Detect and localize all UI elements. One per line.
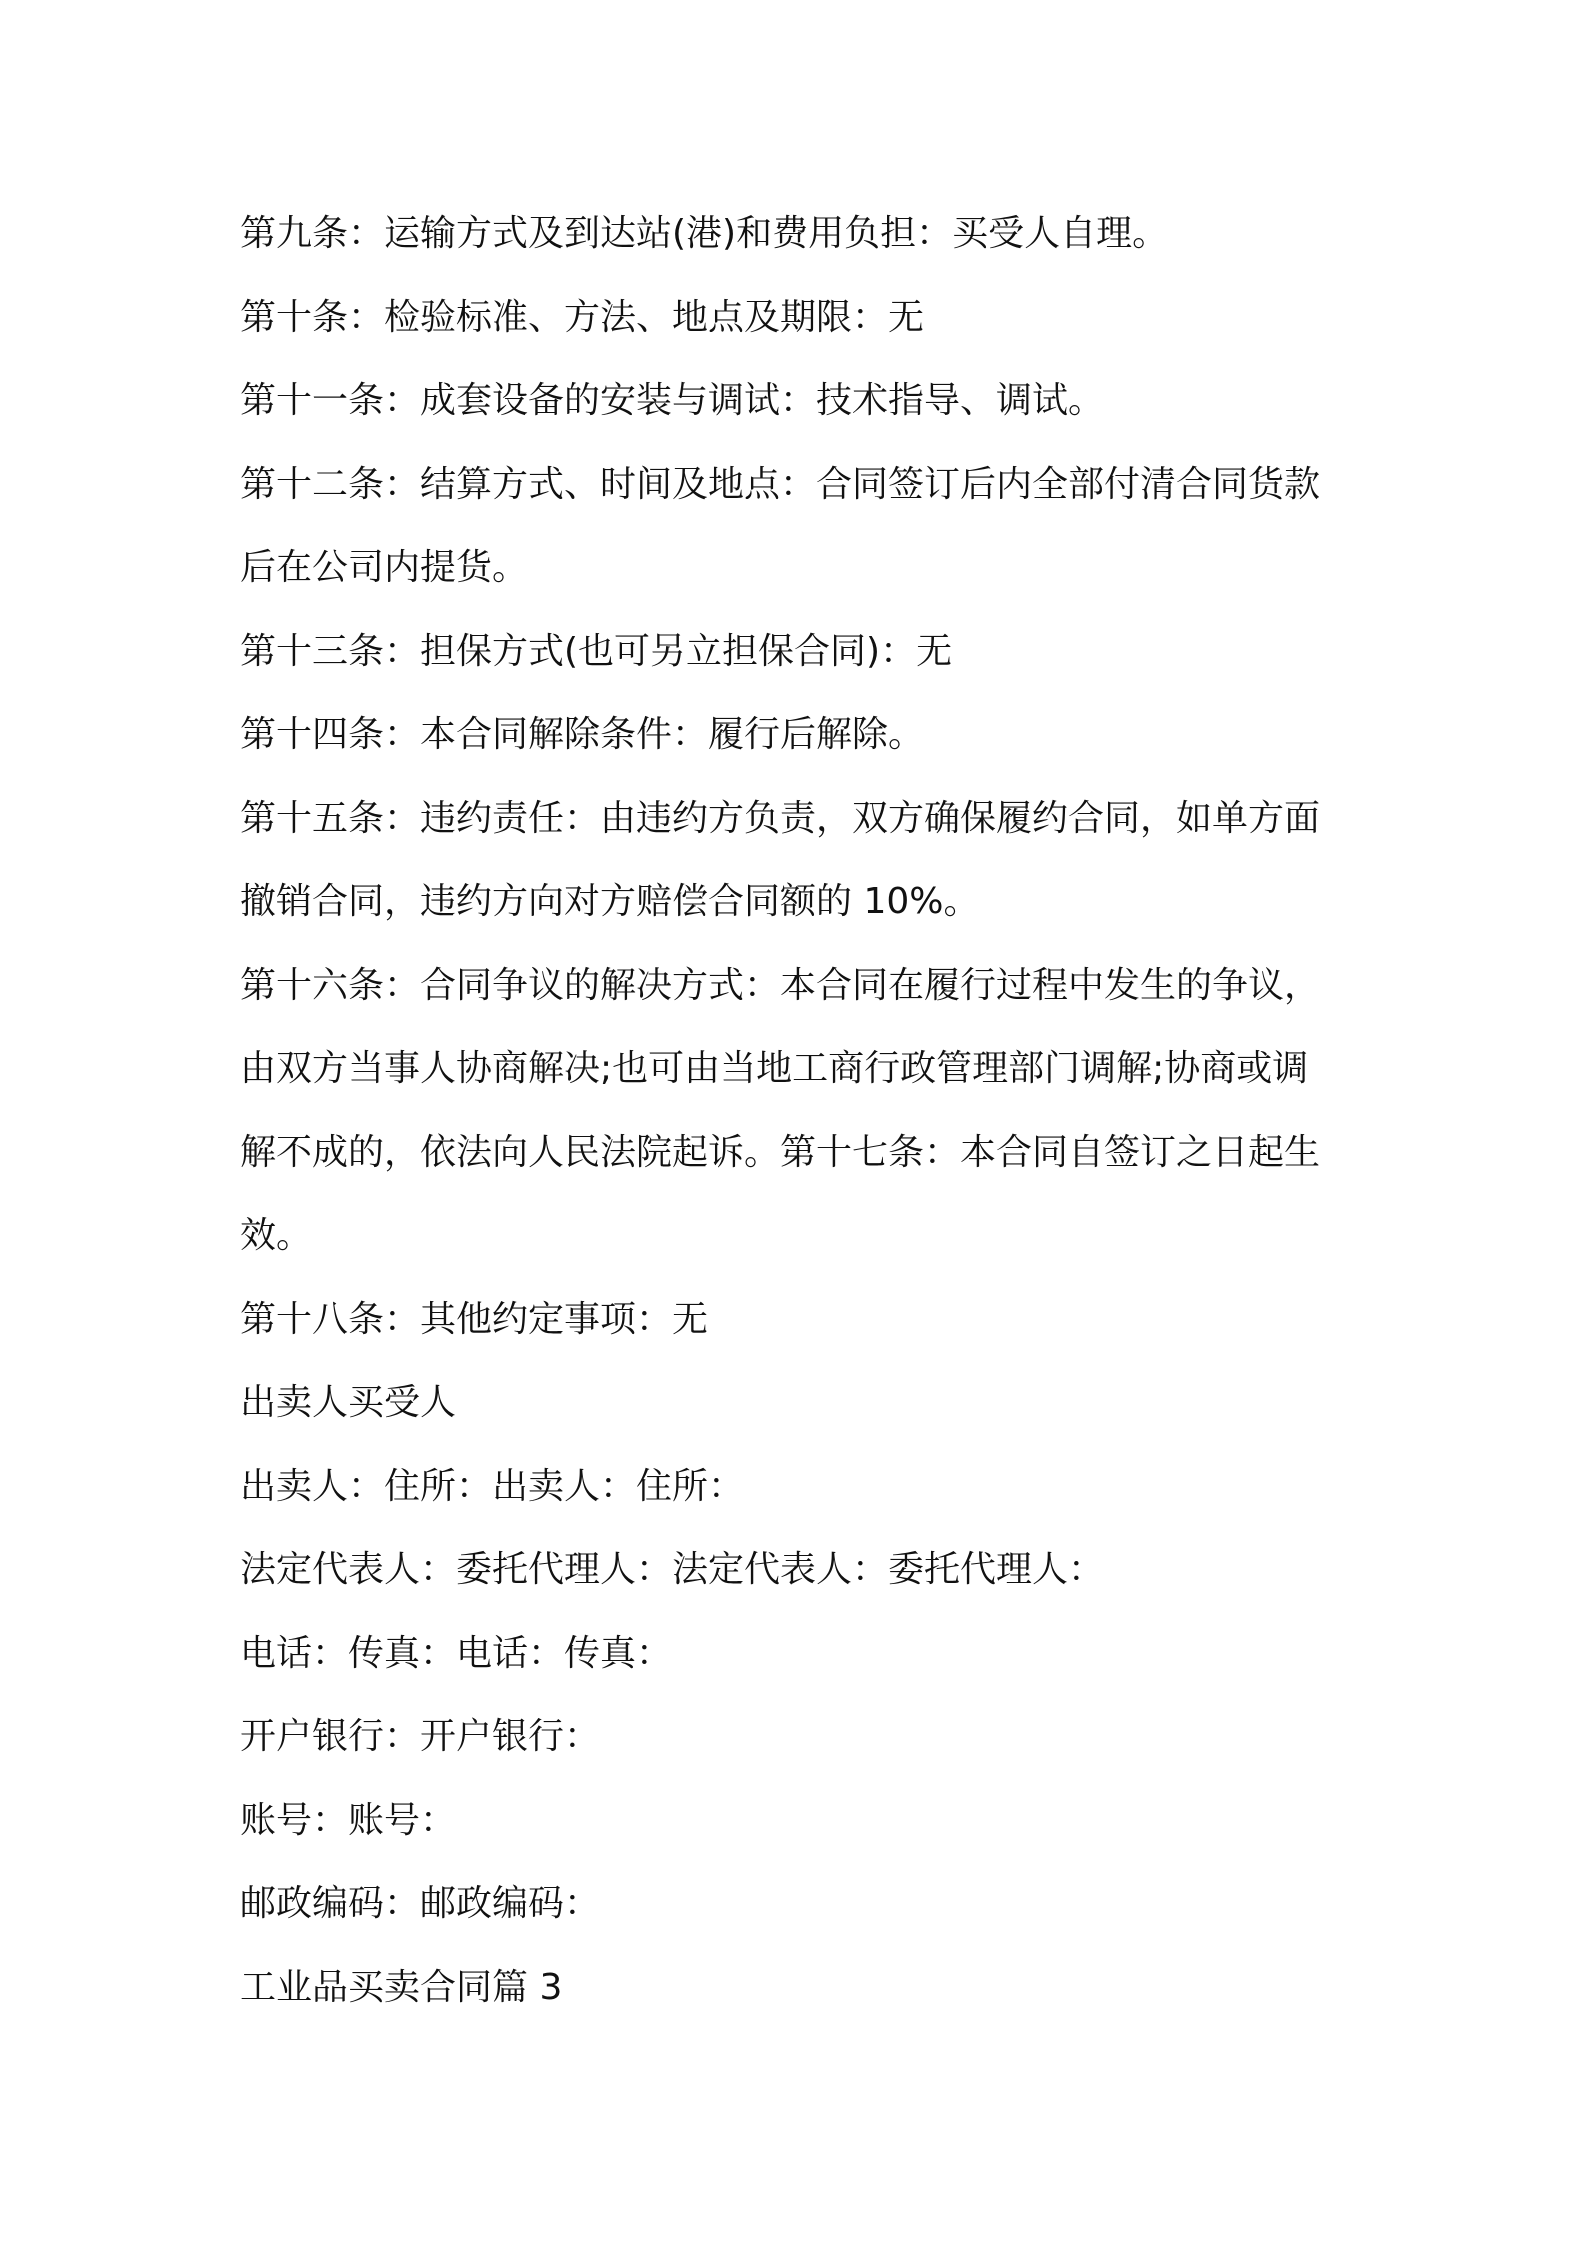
party-bank-row: 开户银行：开户银行： [240,1716,601,1757]
party-account-row: 账号：账号： [240,1799,457,1841]
document-body [240,192,1360,2029]
clause-9: 第九条：运输方式及到达站(港)和费用负担：买受人自理。 [240,213,1169,254]
clause-11: 第十一条：成套设备的安装与调试：技术指导、调试。 [240,380,1105,421]
clause-10: 第十条：检验标准、方法、地点及期限：无 [240,296,925,338]
clause-16-line-3: 解不成的，依法向人民法院起诉。第十七条：本合同自签订之日起生 [240,1131,1321,1173]
clause-18: 第十八条：其他约定事项：无 [240,1298,709,1340]
clause-16-line-1: 第十六条：合同争议的解决方式：本合同在履行过程中发生的争议， [240,964,1321,1006]
clause-13: 第十三条：担保方式(也可另立担保合同)：无 [240,630,953,672]
section-heading: 工业品买卖合同篇 3 [240,1966,563,2008]
party-phone-fax-row: 电话：传真：电话：传真： [240,1632,673,1674]
clause-15-line-1: 第十五条：违约责任：由违约方负责，双方确保履约合同，如单方面 [240,797,1321,839]
clause-14: 第十四条：本合同解除条件：履行后解除。 [240,714,925,755]
clause-12-line-2: 后在公司内提货。 [240,547,529,588]
party-postcode-row: 邮政编码：邮政编码： [240,1883,601,1924]
clause-15-line-2: 撤销合同，违约方向对方赔偿合同额的 10%。 [240,881,980,922]
clause-17-line-end: 效。 [240,1215,313,1256]
party-address-row: 出卖人：住所：出卖人：住所： [240,1465,745,1507]
parties-heading: 出卖人买受人 [240,1382,457,1423]
party-representative-row: 法定代表人：委托代理人：法定代表人：委托代理人： [240,1549,1105,1590]
clause-12-line-1: 第十二条：结算方式、时间及地点：合同签订后内全部付清合同货款 [240,463,1321,505]
clause-16-line-2: 由双方当事人协商解决;也可由当地工商行政管理部门调解;协商或调 [240,1048,1309,1089]
